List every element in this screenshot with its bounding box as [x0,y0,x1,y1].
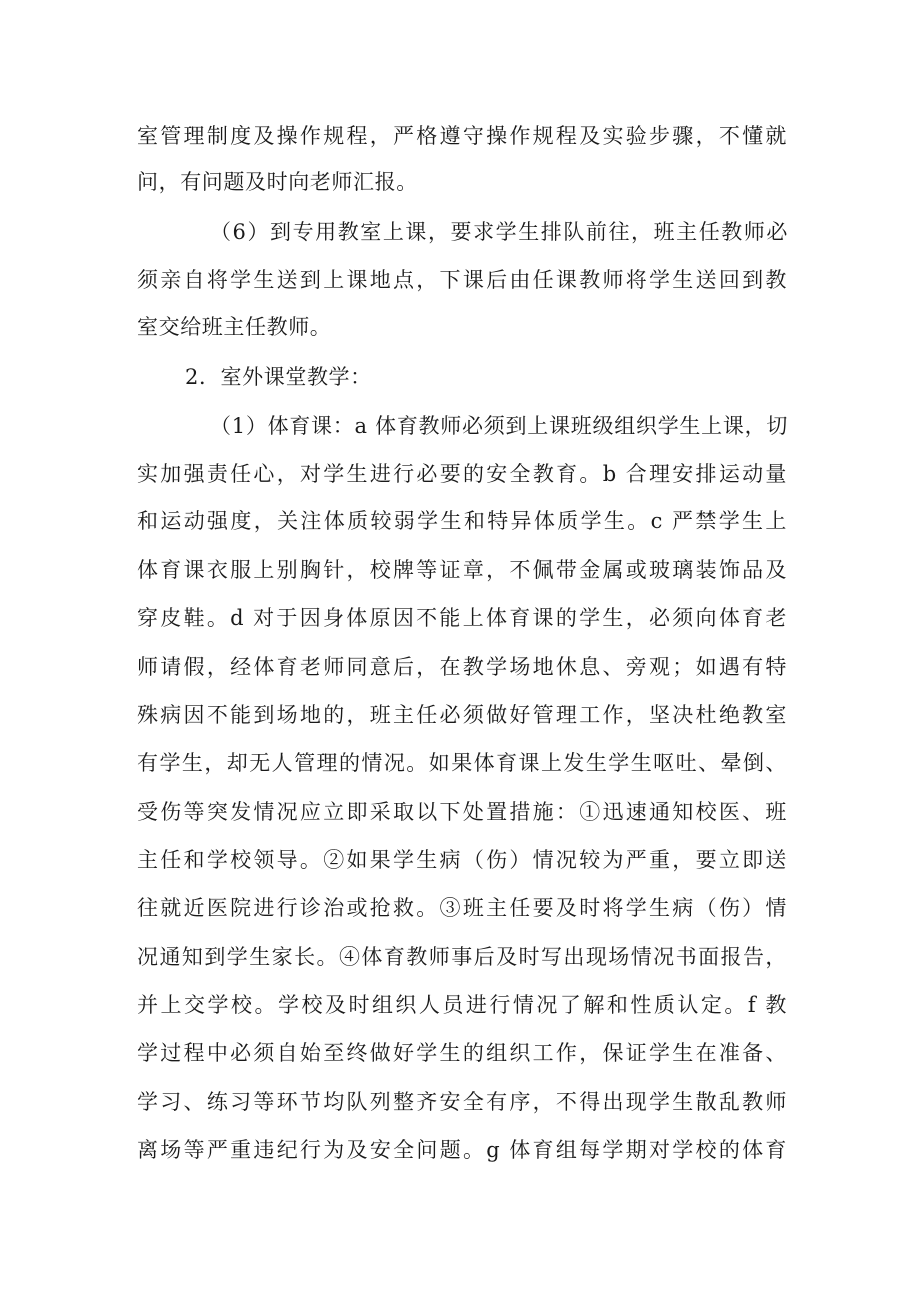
line-text: 并上交学校。学校及时组织人员进行情况了解和性质认定。f 教 [137,993,787,1017]
text-line-12 [0,652,920,682]
text-line-13 [0,700,920,730]
line-text: 须亲自将学生送到上课地点，下课后由任课教师将学生送回到教 [137,268,787,292]
line-text: 问，有问题及时向老师汇报。 [137,170,418,194]
text-line-14 [0,748,920,778]
line-text: 师请假，经体育老师同意后，在教学场地休息、旁观；如遇有特 [137,655,787,679]
line-text: 实加强责任心，对学生进行必要的安全教育。b 合理安排运动量 [137,462,787,486]
text-line-9 [0,506,920,536]
line-text: （6）到专用教室上课，要求学生排队前往，班主任教师必 [210,220,788,244]
text-line-19 [0,990,920,1020]
line-text: 室交给班主任教师。 [137,315,332,339]
text-line-21 [0,1087,920,1117]
text-line-3 [0,217,920,247]
line-text: 穿皮鞋。d 对于因身体原因不能上体育课的学生，必须向体育老 [137,606,787,630]
text-line-4 [0,265,920,295]
line-text: 有学生，却无人管理的情况。如果体育课上发生学生呕吐、晕倒、 [137,751,787,775]
text-line-2 [0,167,920,197]
line-text: （1）体育课：a 体育教师必须到上课班级组织学生上课，切 [210,414,788,438]
line-text: 和运动强度，关注体质较弱学生和特异体质学生。c 严禁学生上 [137,509,787,533]
text-line-22 [0,1135,920,1165]
section-heading [0,362,920,392]
text-line-16 [0,845,920,875]
text-line-18 [0,942,920,972]
line-text: 离场等严重违纪行为及安全问题。g 体育组每学期对学校的体育 [137,1138,787,1162]
line-text: 学过程中必须自始至终做好学生的组织工作，保证学生在准备、 [137,1041,787,1065]
line-text: 体育课衣服上别胸针，校牌等证章，不佩带金属或玻璃装饰品及 [137,558,787,582]
line-text: 室管理制度及操作规程，严格遵守操作规程及实验步骤，不懂就 [137,124,787,148]
line-text: 况通知到学生家长。④体育教师事后及时写出现场情况书面报告， [137,945,787,969]
line-text: 往就近医院进行诊治或抢救。③班主任要及时将学生病（伤）情 [137,896,787,920]
text-line-5 [0,312,920,342]
text-line-7 [0,411,920,441]
line-text: 主任和学校领导。②如果学生病（伤）情况较为严重，要立即送 [137,848,787,872]
text-line-10 [0,555,920,585]
line-text: 殊病因不能到场地的，班主任必须做好管理工作，坚决杜绝教室 [137,703,787,727]
text-line-8 [0,459,920,489]
text-line-20 [0,1038,920,1068]
line-text: 受伤等突发情况应立即采取以下处置措施：①迅速通知校医、班 [137,800,787,824]
text-line-11 [0,603,920,633]
line-text: 学习、练习等环节均队列整齐安全有序，不得出现学生散乱教师 [137,1090,787,1114]
text-line-15 [0,797,920,827]
text-line-17 [0,893,920,923]
text-line-1 [0,121,920,151]
line-text: 2．室外课堂教学： [185,365,372,389]
